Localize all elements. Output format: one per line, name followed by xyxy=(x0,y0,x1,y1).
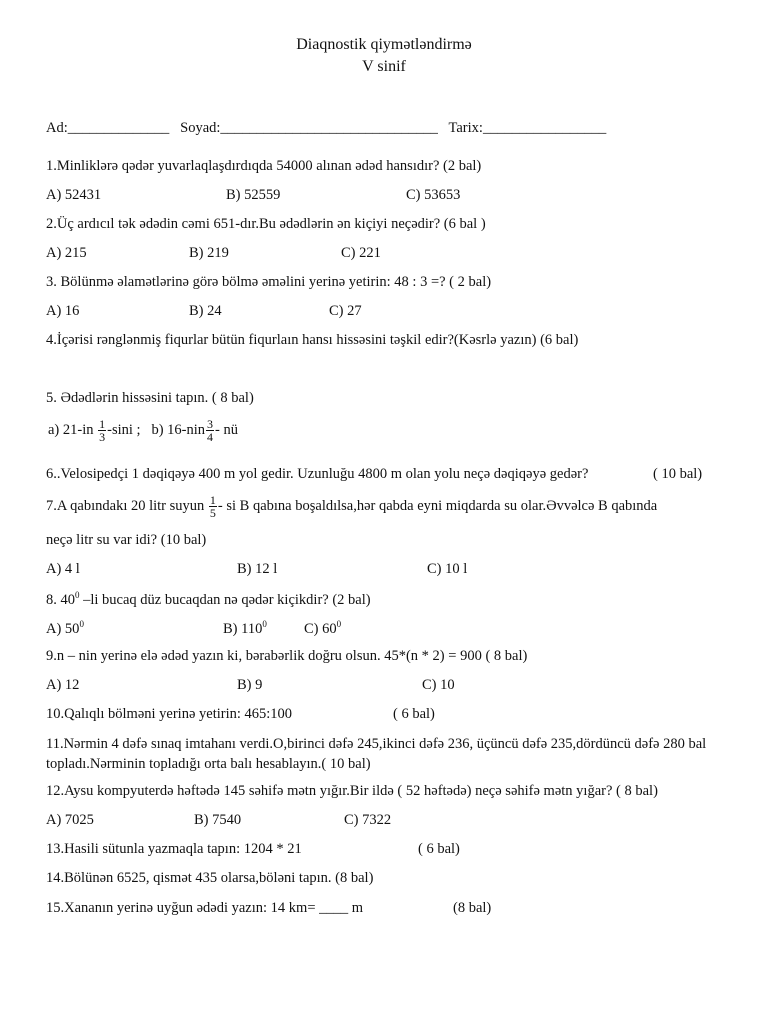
fraction-one-fifth: $\frac{1}{5}$ xyxy=(209,493,216,520)
date-label: Tarix: xyxy=(448,120,483,136)
question-7: 7.A qabındakı 20 litr suyun $\frac{1}{5}$ - si B qabına boşaldılsa,hər qabda eyni miqdarda su olar.Əvvəlcə B qabında xyxy=(46,493,658,520)
q12-option-b[interactable]: B) 7540 xyxy=(194,812,242,828)
q10-points: ( 6 bal) xyxy=(393,706,435,722)
question-14: 14.Bölünən 6525, qismət 435 olarsa,böləni tapın. (8 bal) xyxy=(46,870,374,886)
question-7-line-2: neçə litr su var idi? (10 bal) xyxy=(46,532,207,548)
q8-option-b[interactable]: B) $110^0$ xyxy=(223,619,267,637)
question-5: 5. Ədədlərin hissəsini tapın. ( 8 bal) xyxy=(46,390,254,406)
q5-parts xyxy=(48,418,238,443)
name-blank[interactable]: ______________ xyxy=(67,120,170,136)
q2-option-c[interactable]: C) 221 xyxy=(341,245,381,261)
q9-option-b[interactable]: B) 9 xyxy=(237,677,263,693)
question-4: 4.İçərisi rənglənmiş fiqurlar bütün fiqurlaın hansı hissəsini təşkil edir?(Kəsrlə yazın) (6 bal) xyxy=(46,332,579,348)
surname-blank[interactable]: ______________________________ xyxy=(220,120,438,136)
q5-part-a-prefix: a) 21-in xyxy=(48,421,94,438)
question-3: 3. Bölünmə əlamətlərinə görə bölmə əməlini yerinə yetirin: 48 : 3 =? ( 2 bal) xyxy=(46,274,492,290)
q9-option-c[interactable]: C) 10 xyxy=(422,677,455,693)
q5-part-b-suffix: - nü xyxy=(215,421,238,438)
surname-label: Soyad: xyxy=(180,120,221,136)
question-6: 6..Velosipedçi 1 dəqiqəyə 400 m yol gedir. Uzunluğu 4800 m olan yolu neçə dəqiqəyə gedər? xyxy=(46,466,589,482)
page-title: Diaqnostik qiymətləndirmə xyxy=(296,36,472,53)
question-10: 10.Qalıqlı bölməni yerinə yetirin: 465:100 xyxy=(46,706,293,722)
fraction-three-quarters: $\frac{3}{4}$ xyxy=(207,417,213,444)
q5-part-a-suffix: -sini ; xyxy=(107,421,141,438)
q8-option-c[interactable]: C) $60^0$ xyxy=(304,619,342,637)
q1-option-a[interactable]: A) 52431 xyxy=(46,187,102,203)
q15-points: (8 bal) xyxy=(453,900,492,916)
q7-option-c[interactable]: C) 10 l xyxy=(427,561,468,577)
question-11: 11.Nərmin 4 dəfə sınaq imtahanı verdi.O,birinci dəfə 245,ikinci dəfə 236, üçüncü dəfə 235,dördüncü dəfə 280 bal topladı.Nərminin topladığı orta balı hesablayın.( 10 bal) xyxy=(46,736,707,772)
question-15: 15.Xananın yerinə uyğun ədədi yazın: 14 km= ____ m xyxy=(46,900,364,916)
q3-option-b[interactable]: B) 24 xyxy=(189,303,222,319)
date-blank[interactable]: _________________ xyxy=(482,120,607,136)
q5-part-b-prefix: b) 16-nin xyxy=(151,421,205,438)
question-8: 8. $40^0$ –li bucaq düz bucaqdan nə qədər kiçikdir? (2 bal) xyxy=(46,590,371,608)
q6-points: ( 10 bal) xyxy=(653,466,703,482)
q3-option-a[interactable]: A) 16 xyxy=(46,303,80,319)
q1-option-c[interactable]: C) 53653 xyxy=(406,187,461,203)
q12-option-c[interactable]: C) 7322 xyxy=(344,812,392,828)
q13-points: ( 6 bal) xyxy=(418,841,460,857)
q2-option-b[interactable]: B) 219 xyxy=(189,245,229,261)
question-1: 1.Minliklərə qədər yuvarlaqlaşdırdıqda 54000 alınan ədəd hansıdır? (2 bal) xyxy=(46,158,482,174)
student-fields xyxy=(46,120,606,137)
q1-option-b[interactable]: B) 52559 xyxy=(226,187,281,203)
question-13: 13.Hasili sütunla yazmaqla tapın: 1204 * 21 xyxy=(46,841,302,857)
q9-option-a[interactable]: A) 12 xyxy=(46,677,80,693)
grade-label: V sinif xyxy=(362,58,406,75)
fraction-one-third: $\frac{1}{3}$ xyxy=(99,417,106,444)
q12-option-a[interactable]: A) 7025 xyxy=(46,812,94,828)
name-label: Ad: xyxy=(46,120,68,136)
q3-option-c[interactable]: C) 27 xyxy=(329,303,362,319)
q2-option-a[interactable]: A) 215 xyxy=(46,245,87,261)
question-2: 2.Üç ardıcıl tək ədədin cəmi 651-dır.Bu ədədlərin ən kiçiyi neçədir? (6 bal ) xyxy=(46,216,486,232)
q7-option-b[interactable]: B) 12 l xyxy=(237,561,278,577)
q8-option-a[interactable]: A) $50^0$ xyxy=(46,619,84,637)
q7-option-a[interactable]: A) 4 l xyxy=(46,561,80,577)
question-12: 12.Aysu kompyuterdə həftədə 145 səhifə mətn yığır.Bir ildə ( 52 həftədə) neçə səhifə mətn yığar? ( 8 bal) xyxy=(46,783,658,799)
question-9: 9.n – nin yerinə elə ədəd yazın ki, bərabərlik doğru olsun. 45*(n * 2) = 900 ( 8 bal) xyxy=(46,648,528,664)
